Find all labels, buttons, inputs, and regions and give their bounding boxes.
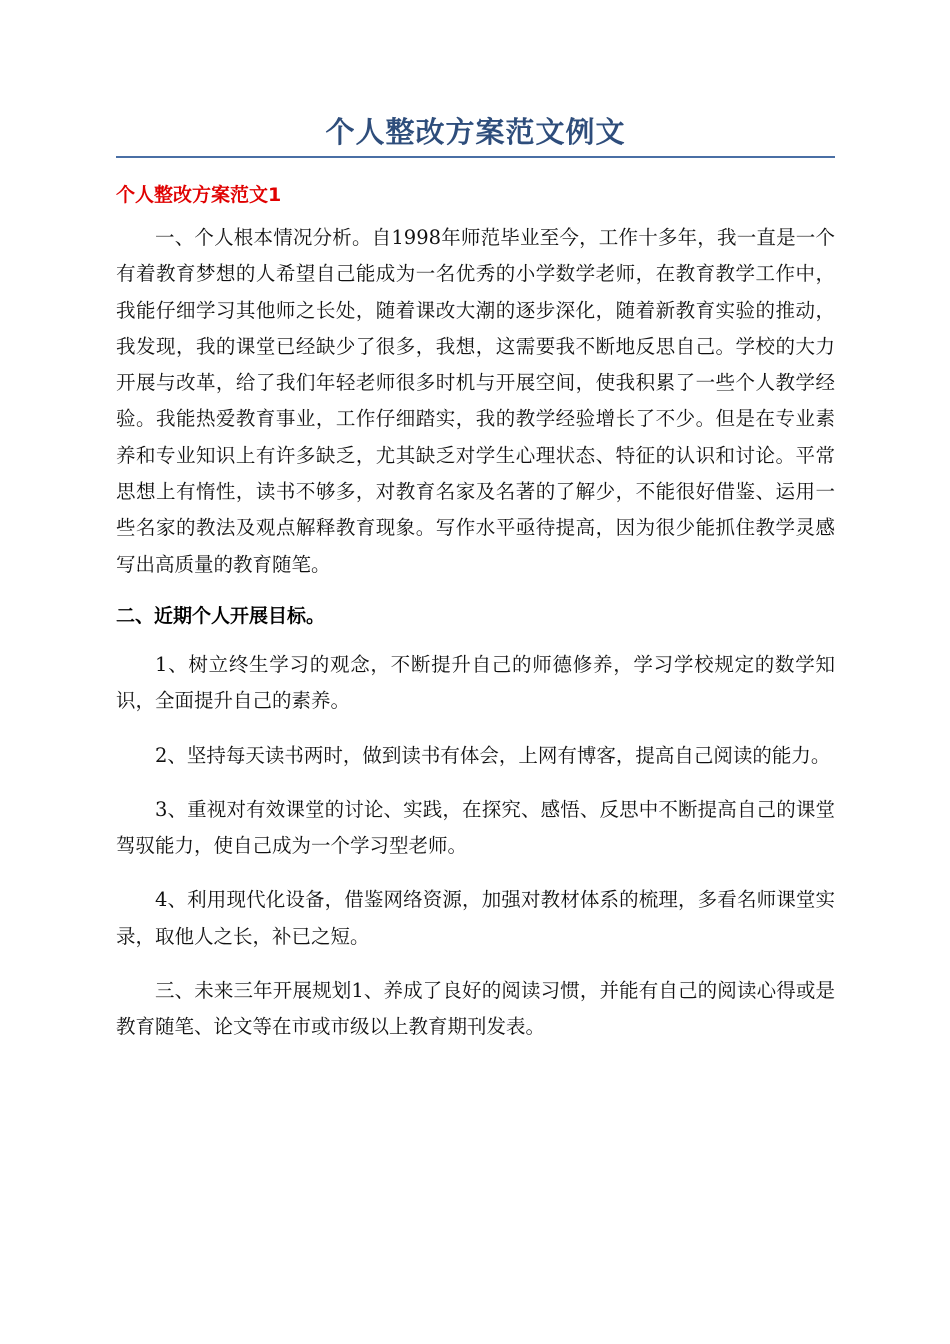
paragraph-situation-analysis: 一、个人根本情况分析。自1998年师范毕业至今，工作十多年，我一直是一个有着教育梦想的人希望自己能成为一名优秀的小学数学老师，在教育教学工作中，我能仔细学习其他师之长处，随着课改大潮的逐步深化，随着新教育实验的推动，我发现，我的课堂已经缺少了很多，我想，这需要我不断地反思自己。学校的大力开展与改革，给了我们年轻老师很多时机与开展空间，使我积累了一些个人教学经验。我能热爱教育事业，工作仔细踏实，我的教学经验增长了不少。但是在专业素养和专业知识上有许多缺乏，尤其缺乏对学生心理状态、特征的认识和讨论。平常思想上有惰性，读书不够多，对教育名家及名著的了解少，不能很好借鉴、运用一些名家的教法及观点解释教育现象。写作水平亟待提高，因为很少能抓住教学灵感写出高质量的教育随笔。 <box>116 226 835 576</box>
paragraph-three-year-plan: 三、未来三年开展规划1、养成了良好的阅读习惯，并能有自己的阅读心得或是教育随笔、论文等在市或市级以上教育期刊发表。 <box>116 979 835 1039</box>
section-heading-2: 二、近期个人开展目标。 <box>116 604 326 627</box>
section-heading-1: 个人整改方案范文1 <box>116 184 282 206</box>
document-page <box>116 110 835 1046</box>
goal-item-1: 1、树立终生学习的观念，不断提升自己的师德修养，学习学校规定的数学知识，全面提升自己的素养。 <box>116 652 835 713</box>
goal-item-2: 2、坚持每天读书两时，做到读书有体会，上网有博客，提高自己阅读的能力。 <box>155 743 831 767</box>
title-underline <box>116 156 835 158</box>
document-title: 个人整改方案范文例文 <box>325 115 626 149</box>
goal-item-4: 4、利用现代化设备，借鉴网络资源，加强对教材体系的梳理，多看名师课堂实录，取他人之长，补已之短。 <box>116 888 835 948</box>
goal-item-3: 3、重视对有效课堂的讨论、实践，在探究、感悟、反思中不断提高自己的课堂驾驭能力，使自己成为一个学习型老师。 <box>116 797 835 858</box>
